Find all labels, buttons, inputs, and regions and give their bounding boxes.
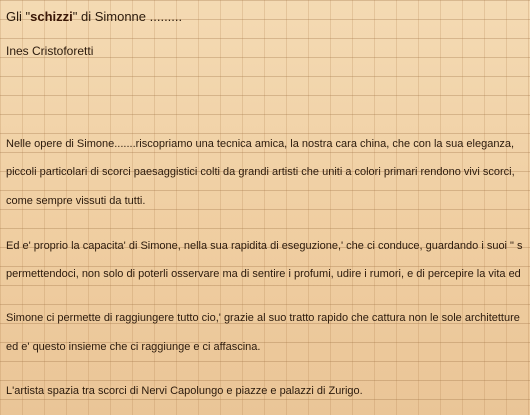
title-suffix: " di Simonne .........	[72, 9, 183, 24]
title-bold-word: schizzi	[30, 9, 73, 24]
paragraph-line-1: Nelle opere di Simone.......riscopriamo una tecnica amica, la nostra cara china, che con la sua eleganza,	[6, 138, 515, 150]
paragraph-line-6: Simone ci permette di raggiungere tutto cio,' grazie al suo tratto rapido che cattura non le sole architetture	[6, 312, 520, 324]
paragraph-line-2: piccoli particolari di scorci paesaggistici colti da grandi artisti che uniti a colori primari rendono vivi scorci,	[6, 166, 515, 178]
paragraph-line-8: L'artista spazia tra scorci di Nervi Capolungo e piazze e palazzi di Zurigo.	[6, 385, 363, 397]
paragraph-line-4: Ed e' proprio la capacita' di Simone, nella sua rapidita di eseguzione,' che ci conduce, guardando i suoi " s	[6, 240, 523, 252]
title-prefix: Gli "	[6, 9, 31, 24]
paragraph-line-5: permettendoci, non solo di poterli osservare ma di sentire i profumi, udire i rumori, e di percepire la vita ed	[6, 268, 521, 280]
document-title	[6, 10, 182, 23]
paragraph-line-3: come sempre vissuti da tutti.	[6, 195, 146, 207]
paragraph-line-7: ed e' questo insieme che ci raggiunge e ci affascina.	[6, 341, 261, 353]
document-author: Ines Cristoforetti	[6, 44, 94, 58]
